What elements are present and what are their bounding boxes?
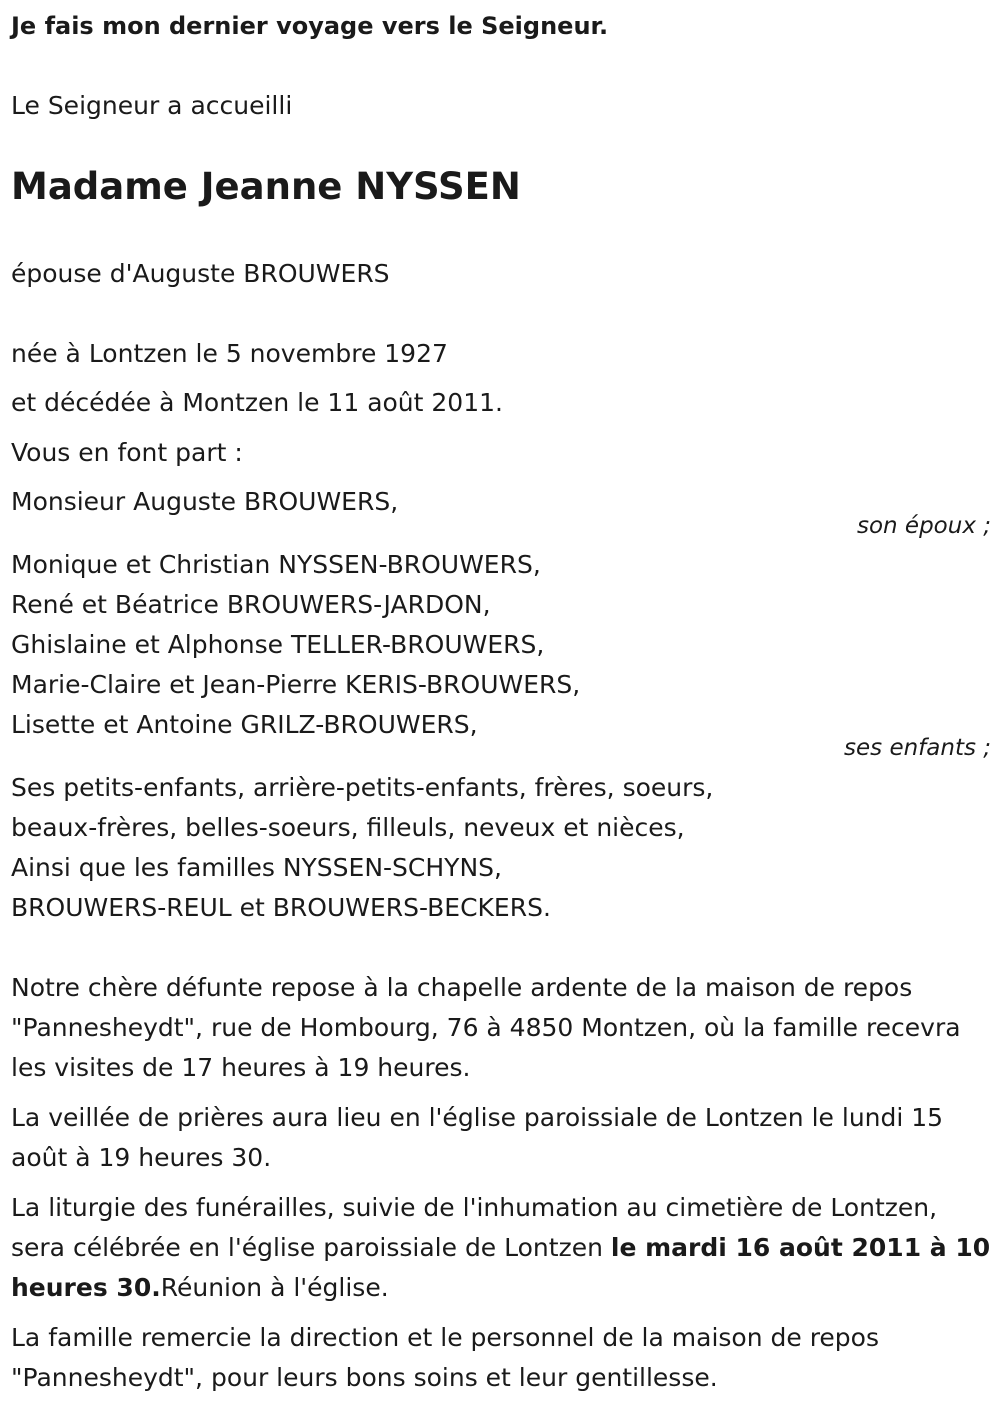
list-item: Marie-Claire et Jean-Pierre KERIS-BROUWERS, xyxy=(11,670,581,699)
opening-line: Je fais mon dernier voyage vers le Seigneur. xyxy=(11,12,609,40)
birth-line: née à Lontzen le 5 novembre 1927 xyxy=(11,339,448,368)
list-item: Ses petits-enfants, arrière-petits-enfants, frères, soeurs, xyxy=(11,773,714,802)
funeral-paragraph xyxy=(11,1188,991,1308)
husband-relation: son époux ; xyxy=(856,513,991,539)
intro-line: Le Seigneur a accueilli xyxy=(11,91,293,120)
deceased-name: Madame Jeanne NYSSEN xyxy=(11,165,521,208)
announcement-intro: Vous en font part : xyxy=(11,438,243,467)
spouse-line: épouse d'Auguste BROUWERS xyxy=(11,259,390,288)
funeral-datetime: le mardi 16 août 2011 à 10 heures 30. xyxy=(11,1233,991,1302)
children-list xyxy=(11,545,580,745)
list-item: Monique et Christian NYSSEN-BROUWERS, xyxy=(11,550,541,579)
list-item: beaux-frères, belles-soeurs, filleuls, neveux et nièces, xyxy=(11,813,685,842)
visitation-paragraph: Notre chère défunte repose à la chapelle ardente de la maison de repos "Pannesheydt", rue de Hombourg, 76 à 4850 Montzen, où la famille recevra les visites de 17 heures à 19 heures. xyxy=(11,973,961,1082)
list-item: René et Béatrice BROUWERS-JARDON, xyxy=(11,590,491,619)
husband-name: Monsieur Auguste BROUWERS, xyxy=(11,487,399,516)
family-list xyxy=(11,768,713,928)
list-item: Ainsi que les familles NYSSEN-SCHYNS, xyxy=(11,853,502,882)
list-item: BROUWERS-REUL et BROUWERS-BECKERS. xyxy=(11,893,551,922)
list-item: Ghislaine et Alphonse TELLER-BROUWERS, xyxy=(11,630,545,659)
list-item: Lisette et Antoine GRILZ-BROUWERS, xyxy=(11,710,478,739)
death-line: et décédée à Montzen le 11 août 2011. xyxy=(11,388,503,417)
children-relation: ses enfants ; xyxy=(844,735,991,761)
funeral-text: La liturgie des funérailles, suivie de l'inhumation au cimetière de Lontzen, sera célébrée en l'église paroissiale de Lontzen xyxy=(11,1193,938,1262)
funeral-meeting: Réunion à l'église. xyxy=(160,1273,389,1302)
thanks-paragraph: La famille remercie la direction et le personnel de la maison de repos "Pannesheydt", pour leurs bons soins et leur gentillesse. xyxy=(11,1323,879,1392)
vigil-paragraph: La veillée de prières aura lieu en l'église paroissiale de Lontzen le lundi 15 août à 19 heures 30. xyxy=(11,1103,944,1172)
